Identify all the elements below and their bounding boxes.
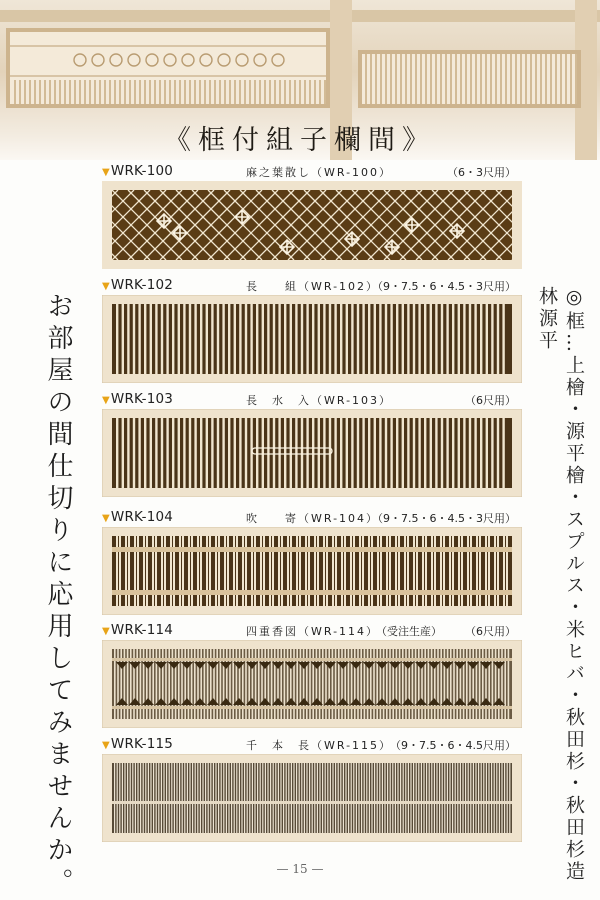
- product-code: ▼WRK-104: [102, 509, 174, 525]
- product-sizes: （6尺用）: [465, 625, 516, 638]
- product-code: ▼WRK-115: [102, 736, 174, 752]
- product-sizes: （6尺用）: [465, 394, 516, 407]
- product-note: （受注生産）: [376, 625, 442, 638]
- product-sizes: （6・3尺用）: [447, 166, 516, 179]
- product-code: ▼WRK-103: [102, 391, 174, 407]
- product-sizes: （9・7.5・6・4.5尺用）: [390, 739, 516, 752]
- ranma-image-fukiyose: [102, 527, 522, 615]
- header-banner-photo: [0, 0, 600, 160]
- product-name: 四重香図（WR-114）: [246, 625, 380, 638]
- side-text-left: お部屋の間仕切りに応用してみませんか。: [43, 292, 73, 900]
- side-text-right: ◎框…上檜・源平檜・スプルス・米ヒバ・秋田杉・秋田杉造林源平: [536, 286, 585, 883]
- page-number: — 15 —: [276, 862, 324, 876]
- product-name: 千 本 長（WR-115）: [246, 739, 393, 752]
- ranma-image-nagagumi: [102, 295, 522, 383]
- product-code: ▼WRK-114: [102, 622, 174, 638]
- ranma-photo-left: [6, 28, 330, 108]
- ranma-image-asanoha: [102, 181, 522, 269]
- triangle-marker-icon: ▼: [102, 513, 110, 524]
- ranma-image-senbon: [102, 754, 522, 842]
- ranma-image-kouzu: [102, 640, 522, 728]
- product-name: 吹 寄（WR-104）: [246, 512, 380, 525]
- ranma-image-nagamizuire: [102, 409, 522, 497]
- product-name: 長 組（WR-102）: [246, 280, 380, 293]
- product-sizes: （9・7.5・6・4.5・3尺用）: [372, 280, 516, 293]
- product-code: ▼WRK-102: [102, 277, 174, 293]
- product-sizes: （9・7.5・6・4.5・3尺用）: [372, 512, 516, 525]
- ceiling-beam: [0, 10, 600, 22]
- ranma-photo-right: [358, 50, 581, 108]
- triangle-marker-icon: ▼: [102, 740, 110, 751]
- triangle-marker-icon: ▼: [102, 626, 110, 637]
- triangle-marker-icon: ▼: [102, 395, 110, 406]
- triangle-marker-icon: ▼: [102, 167, 110, 178]
- product-name: 麻之葉散し（WR-100）: [246, 166, 393, 179]
- page-title: 《框付組子欄間》: [164, 125, 436, 156]
- product-name: 長 水 入（WR-103）: [246, 394, 393, 407]
- triangle-marker-icon: ▼: [102, 281, 110, 292]
- product-code: ▼WRK-100: [102, 163, 174, 179]
